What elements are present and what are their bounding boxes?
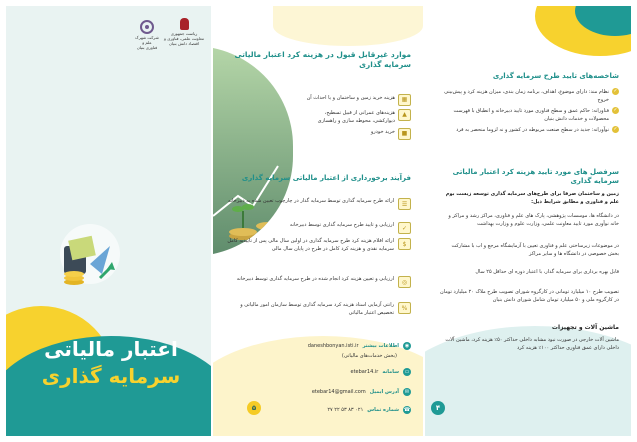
- evaluation-icon: ◎: [398, 276, 411, 288]
- construction-icon: ▲: [398, 109, 411, 121]
- website-sub: (بخش خدمات‌های مالیاتی): [341, 353, 397, 359]
- unacceptable-list: [301, 94, 411, 143]
- process-heading: فرآیند برخورداری از اعتبار مالیاتی سرمایه گذاری: [241, 174, 411, 182]
- phone-number: ۰۲۱ ۸۳ ۵۳ ۲۲ ۲۷: [327, 407, 364, 413]
- cover-title-line1: اعتبار مالیاتی: [44, 337, 178, 361]
- machinery-heading: ماشین آلات و تجهیزات: [551, 324, 619, 331]
- emblem-icon: [180, 18, 189, 30]
- land-para-4: تصویب طرح ۱۰ میلیارد تومانی در کارگروه شورای تصویب طرح ملاک ۲۰ میلیارد تومان در کارگروه ملی و ۵۰ میلیارد تومان شامل شورای دانش بنیان: [440, 289, 619, 303]
- page-number: ۵: [247, 401, 261, 415]
- check-icon: ✓: [613, 88, 618, 94]
- globe-icon: ◉: [404, 343, 410, 349]
- check-doc-icon: ✓: [398, 222, 411, 234]
- document-icon: ☰: [398, 198, 411, 210]
- approved-heading: سرفصل های مورد تایید هزینه کرد اعتبار مالیاتی سرمایه گذاری: [452, 168, 619, 186]
- shahrak-logo-icon: [140, 20, 154, 34]
- unacceptable-item: ▦ هزینه خرید زمین و ساختمان و یا احداث آن: [301, 94, 411, 106]
- check-icon: ✓: [613, 107, 618, 113]
- website-link[interactable]: daneshbonyan.isti.ir: [307, 343, 359, 349]
- shahrak-logo-line2: فناوری بنیان: [136, 44, 158, 50]
- email-link[interactable]: etebar14@gmail.com: [311, 389, 366, 395]
- website-row: ◉ اطلاعات بیشتر daneshbonyan.isti.ir: [307, 343, 410, 349]
- criteria-item: ✓ فناورانه: حاکم عمق و سطح فناوری مورد تایید دبیرخانه و انطباق با فهرست محصولات و خدمات دانش بنیان: [453, 107, 618, 122]
- process-step: ☰ ارائه طرح سرمایه گذاری توسط سرمایه گذار در چارچوب تعیین شده به دبیرخانه: [226, 198, 411, 210]
- phone-row: ☎ شماره تماس ۰۲۱ ۸۳ ۵۳ ۲۲ ۲۷: [327, 407, 411, 413]
- vice-presidency-logo: [164, 18, 204, 46]
- land-para-3: قابل بهره برداری برای سرمایه گذار، با اعتبار دوره ای حداقل ۲۵ سال: [475, 269, 619, 275]
- process-step: % رانتی آزمایی اسناد هزینه کرد سرمایه گذاری توسط سازمان امور مالیاتی و تخصیص اعتبار مالیاتی: [226, 302, 411, 318]
- criteria-item: ✓ نظام مند: دارای موضوع، اهداف، برنامه زمان بندی، میزان هزینه کرد و پیش‌بینی خروج: [444, 88, 618, 103]
- page-number: ۴: [431, 401, 445, 415]
- unacceptable-item: ■ خرید خودرو: [301, 128, 411, 140]
- phone-icon: ☎: [403, 407, 411, 413]
- land-para-1: در دانشگاه ها، موسسات پژوهشی، پارک های علم و فناوری، مراکز رشد و مراکز و خانه نوآوری مورد تایید معاونت علمی، وزارت علوم و وزارت بهداشت: [448, 213, 619, 227]
- tax-icon: %: [398, 302, 411, 314]
- process-step: ◎ ارزیابی و تعیین هزینه کرد انجام شده در طرح سرمایه گذاری توسط دبیرخانه: [226, 276, 411, 288]
- building-icon: ▦: [398, 94, 411, 106]
- cover-title: [26, 336, 196, 390]
- shahrak-logo-line1: شرکت شهرک علم و: [135, 35, 159, 45]
- land-subheading: زمین و ساختمان صرفا برای طرح‌های سرمایه گذاری توسعه زیست بوم علم و فناوری و مطابق شرایط ذیل:: [445, 191, 619, 205]
- yellow-wash: [273, 6, 423, 46]
- cover-title-line2: سرمایه گذاری: [41, 364, 181, 388]
- laptop-icon: ▭: [404, 369, 410, 375]
- system-link[interactable]: etebar14.ir: [350, 369, 379, 375]
- criteria-item: ✓ نوآورانه: جدید در سطح صنعت مربوطه در کشور و نه لزوما منحصر به فرد: [456, 126, 618, 133]
- vp-logo-line1: ریاست جمهوری: [170, 31, 198, 36]
- cover-panel: [6, 6, 211, 436]
- money-tree-graphic: [52, 216, 122, 296]
- email-row: ✉ آدرس ایمیل etebar14@gmail.com: [311, 389, 410, 395]
- panel-page-4: [425, 6, 631, 436]
- machinery-para: ماشین آلات خارجی در صورت نبود مشابه داخلی حداکثر ۵۰٪ هزینه کرد، ماشین آلات داخلی دارای عمق فناوری حداکثر ۱۰۰٪ هزینه کرد: [445, 337, 619, 351]
- vp-logo-line2: معاونت علمی، فناوری و اقتصاد دانش بنیان: [164, 35, 204, 46]
- car-icon: ■: [398, 128, 411, 140]
- invoice-icon: $: [398, 238, 411, 250]
- panel-page-5: [213, 6, 423, 436]
- process-step: $ ارائه اقلام هزینه کرد طرح سرمایه گذاری در اولین سال مالی پس از تاییدیه کامل سرمایه نقدی و هزینه کرد کامل در طرح در پایان سال مالی: [226, 238, 411, 254]
- yellow-footer-shape: [213, 336, 423, 436]
- email-icon: ✉: [404, 389, 410, 395]
- criteria-list: [439, 88, 619, 137]
- criteria-heading: شاخصه‌های تایید طرح سرمایه گذاری: [492, 72, 619, 80]
- check-icon: ✓: [613, 126, 618, 132]
- process-step: ✓ ارزیابی و تایید طرح سرمایه گذاری توسط دبیرخانه: [226, 222, 411, 234]
- shahrak-logo: [134, 20, 160, 50]
- unacceptable-item: ▲ هزینه‌های عمرانی از قبیل تسطیح، دیوارکشی، محوطه سازی و راهسازی: [301, 109, 411, 125]
- land-para-2: در موضوعات زیرساختی علم و فناوری تعیین با آزمایشگاه مرجع و اب با مشارکت بخش خصوصی در دانشگاه ها و سایر مراکز: [451, 243, 619, 257]
- unacceptable-heading: موارد غیرقابل قبول در هزینه کرد اعتبار مالیاتی سرمایه گذاری: [234, 50, 411, 70]
- sms-row: ▭ سامانه etebar14.ir: [350, 369, 410, 375]
